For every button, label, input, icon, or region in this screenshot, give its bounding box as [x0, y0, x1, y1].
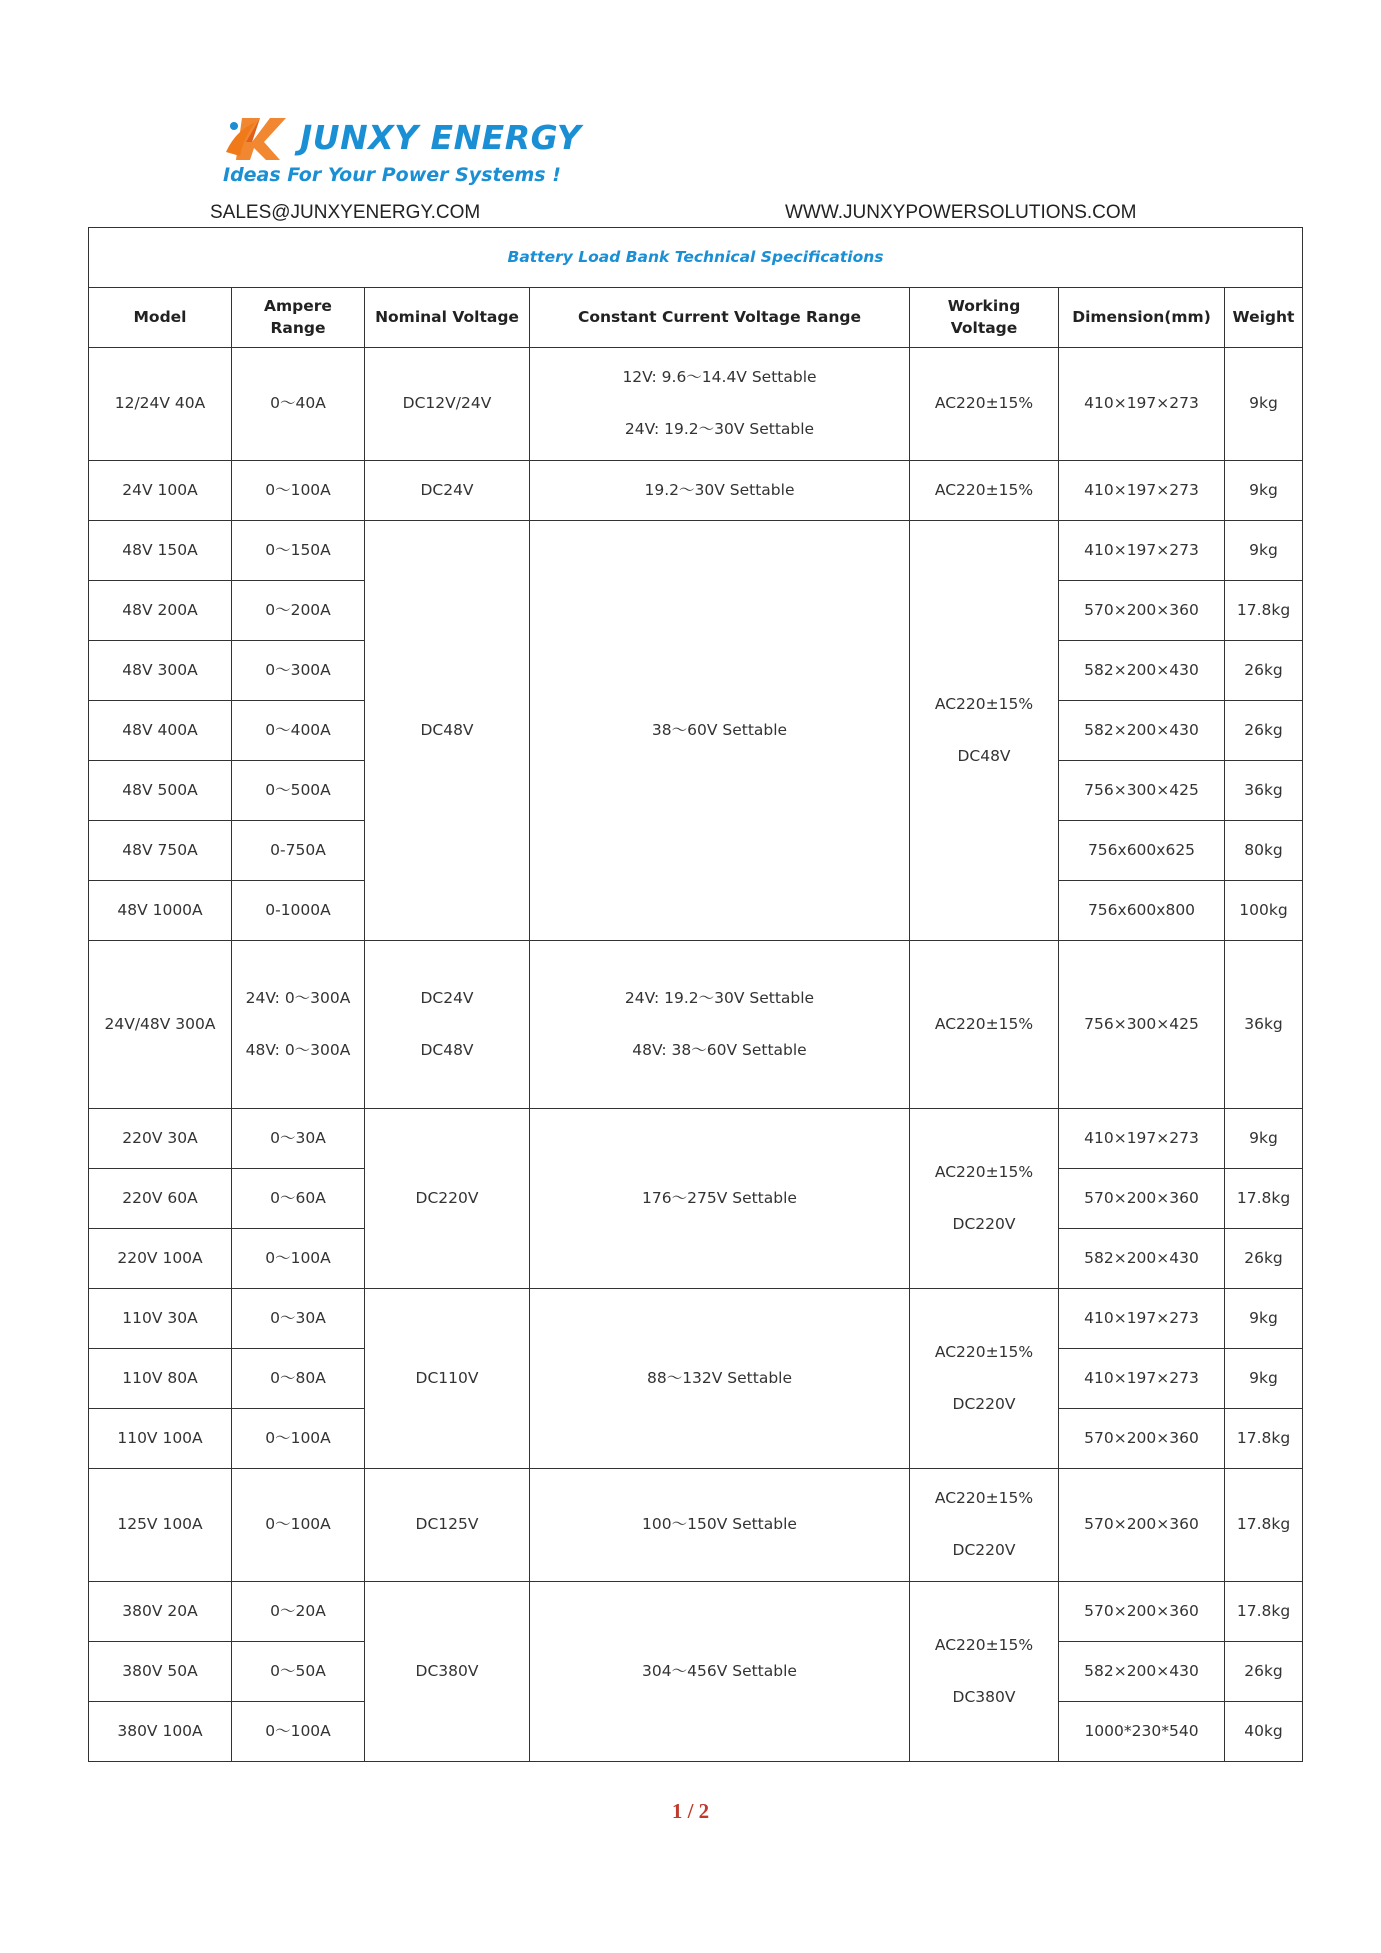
cc-voltage-line: 24V: 19.2～30V Settable	[624, 420, 815, 438]
model-cell: 48V 150A	[89, 521, 232, 581]
column-header: Working Voltage	[910, 288, 1059, 348]
working-voltage-line: AC220±15%	[934, 1489, 1034, 1508]
working-voltage-line: DC220V	[952, 1541, 1016, 1559]
ampere-cell: 0～40A	[232, 348, 365, 461]
working-voltage-line: DC48V	[957, 746, 1011, 765]
working-voltage-cell	[910, 1582, 1059, 1762]
table-row	[89, 1582, 1303, 1642]
nominal-voltage-cell	[365, 941, 530, 1109]
ampere-cell: 0～500A	[232, 761, 365, 821]
dimension-cell: 1000*230*540	[1059, 1702, 1225, 1762]
brand-name: JUNXY ENERGY	[300, 117, 582, 157]
cc-voltage-line: 24V: 19.2～30V Settable	[624, 988, 815, 1007]
nominal-voltage-cell: DC380V	[365, 1582, 530, 1762]
model-cell: 220V 60A	[89, 1169, 232, 1229]
dimension-cell: 570×200×360	[1059, 1469, 1225, 1582]
table-row	[89, 348, 1303, 461]
ampere-line: 48V: 0～300A	[245, 1040, 351, 1059]
ampere-cell: 0～100A	[232, 1702, 365, 1762]
dimension-cell: 756×300×425	[1059, 761, 1225, 821]
ampere-cell: 0～100A	[232, 1409, 365, 1469]
weight-cell: 36kg	[1225, 761, 1303, 821]
ampere-cell: 0～80A	[232, 1349, 365, 1409]
brand-header	[222, 112, 581, 162]
cc-voltage-cell: 304～456V Settable	[530, 1582, 910, 1762]
weight-cell: 9kg	[1225, 1289, 1303, 1349]
model-cell: 125V 100A	[89, 1469, 232, 1582]
working-voltage-line: AC220±15%	[934, 1635, 1034, 1654]
contact-email[interactable]: SALES@JUNXYENERGY.COM	[210, 202, 481, 223]
working-voltage-cell	[910, 1289, 1059, 1469]
weight-cell: 9kg	[1225, 348, 1303, 461]
working-voltage-cell: AC220±15%	[910, 461, 1059, 521]
dimension-cell: 582×200×430	[1059, 1642, 1225, 1702]
weight-cell: 26kg	[1225, 1642, 1303, 1702]
working-voltage-line: DC380V	[952, 1687, 1016, 1706]
model-cell: 48V 500A	[89, 761, 232, 821]
nominal-voltage-cell: DC110V	[365, 1289, 530, 1469]
dimension-cell: 756×300×425	[1059, 941, 1225, 1109]
dimension-cell: 410×197×273	[1059, 461, 1225, 521]
ampere-cell: 0～100A	[232, 1229, 365, 1289]
cc-voltage-cell: 176～275V Settable	[530, 1109, 910, 1289]
weight-cell: 9kg	[1225, 521, 1303, 581]
model-cell: 380V 50A	[89, 1642, 232, 1702]
working-voltage-cell	[910, 1469, 1059, 1582]
nominal-voltage-cell: DC220V	[365, 1109, 530, 1289]
ampere-cell: 0-1000A	[232, 881, 365, 941]
column-header: Ampere Range	[232, 288, 365, 348]
working-voltage-line: AC220±15%	[934, 694, 1034, 713]
dimension-cell: 756x600x625	[1059, 821, 1225, 881]
cc-voltage-cell: 88～132V Settable	[530, 1289, 910, 1469]
model-cell: 48V 750A	[89, 821, 232, 881]
working-voltage-cell: AC220±15%	[910, 348, 1059, 461]
cc-voltage-cell	[530, 941, 910, 1109]
working-voltage-line: AC220±15%	[934, 1342, 1034, 1361]
ampere-cell: 0～30A	[232, 1289, 365, 1349]
model-cell: 380V 100A	[89, 1702, 232, 1762]
working-voltage-cell	[910, 521, 1059, 941]
weight-cell: 26kg	[1225, 1229, 1303, 1289]
dimension-cell: 582×200×430	[1059, 641, 1225, 701]
working-voltage-cell: AC220±15%	[910, 941, 1059, 1109]
nominal-voltage-line: DC24V	[420, 988, 474, 1007]
nominal-voltage-cell: DC24V	[365, 461, 530, 521]
ampere-cell: 0～150A	[232, 521, 365, 581]
table-row	[89, 941, 1303, 1109]
page-number: 1 / 2	[671, 1799, 710, 1823]
weight-cell: 26kg	[1225, 641, 1303, 701]
table-row	[89, 1469, 1303, 1582]
cc-voltage-line: 48V: 38～60V Settable	[632, 1040, 807, 1059]
dimension-cell: 410×197×273	[1059, 521, 1225, 581]
cc-voltage-line: 12V: 9.6～14.4V Settable	[622, 368, 817, 387]
model-cell: 380V 20A	[89, 1582, 232, 1642]
working-voltage-line: DC220V	[952, 1394, 1016, 1413]
table-title: Battery Load Bank Technical Specifications	[89, 228, 1303, 288]
nominal-voltage-cell: DC12V/24V	[365, 348, 530, 461]
weight-cell: 36kg	[1225, 941, 1303, 1109]
weight-cell: 80kg	[1225, 821, 1303, 881]
weight-cell: 17.8kg	[1225, 1469, 1303, 1582]
weight-cell: 17.8kg	[1225, 1582, 1303, 1642]
dimension-cell: 570×200×360	[1059, 1582, 1225, 1642]
column-header: Constant Current Voltage Range	[530, 288, 910, 348]
contact-website[interactable]: WWW.JUNXYPOWERSOLUTIONS.COM	[785, 202, 1137, 223]
column-header: Model	[89, 288, 232, 348]
weight-cell: 17.8kg	[1225, 1169, 1303, 1229]
ampere-cell: 0～20A	[232, 1582, 365, 1642]
dimension-cell: 570×200×360	[1059, 1409, 1225, 1469]
spec-table	[88, 227, 1303, 1762]
model-cell: 48V 400A	[89, 701, 232, 761]
ampere-cell: 0～400A	[232, 701, 365, 761]
cc-voltage-cell: 38～60V Settable	[530, 521, 910, 941]
column-header: Dimension(mm)	[1059, 288, 1225, 348]
junxy-logo-icon	[222, 112, 290, 162]
nominal-voltage-cell: DC125V	[365, 1469, 530, 1582]
model-cell: 24V/48V 300A	[89, 941, 232, 1109]
cc-voltage-cell: 19.2～30V Settable	[530, 461, 910, 521]
dimension-cell: 756x600x800	[1059, 881, 1225, 941]
weight-cell: 17.8kg	[1225, 581, 1303, 641]
column-header: Nominal Voltage	[365, 288, 530, 348]
weight-cell: 9kg	[1225, 1109, 1303, 1169]
weight-cell: 17.8kg	[1225, 1409, 1303, 1469]
working-voltage-line: DC220V	[952, 1214, 1016, 1233]
model-cell: 220V 100A	[89, 1229, 232, 1289]
ampere-cell: 0～60A	[232, 1169, 365, 1229]
weight-cell: 26kg	[1225, 701, 1303, 761]
ampere-cell: 0～50A	[232, 1642, 365, 1702]
working-voltage-cell	[910, 1109, 1059, 1289]
ampere-cell: 0-750A	[232, 821, 365, 881]
table-header-row	[89, 288, 1303, 348]
model-cell: 110V 30A	[89, 1289, 232, 1349]
ampere-cell: 0～100A	[232, 1469, 365, 1582]
table-row	[89, 461, 1303, 521]
cc-voltage-cell	[530, 348, 910, 461]
ampere-cell	[232, 941, 365, 1109]
model-cell: 220V 30A	[89, 1109, 232, 1169]
dimension-cell: 410×197×273	[1059, 1349, 1225, 1409]
model-cell: 110V 80A	[89, 1349, 232, 1409]
table-row	[89, 521, 1303, 581]
ampere-cell: 0～30A	[232, 1109, 365, 1169]
dimension-cell: 570×200×360	[1059, 1169, 1225, 1229]
tagline: Ideas For Your Power Systems !	[223, 164, 561, 186]
model-cell: 48V 300A	[89, 641, 232, 701]
ampere-cell: 0～300A	[232, 641, 365, 701]
dimension-cell: 570×200×360	[1059, 581, 1225, 641]
dimension-cell: 410×197×273	[1059, 1109, 1225, 1169]
weight-cell: 9kg	[1225, 1349, 1303, 1409]
working-voltage-line: AC220±15%	[934, 1162, 1034, 1181]
nominal-voltage-cell: DC48V	[365, 521, 530, 941]
model-cell: 12/24V 40A	[89, 348, 232, 461]
model-cell: 48V 1000A	[89, 881, 232, 941]
column-header: Weight	[1225, 288, 1303, 348]
ampere-line: 24V: 0～300A	[245, 988, 351, 1007]
nominal-voltage-line: DC48V	[420, 1040, 474, 1059]
table-row	[89, 1109, 1303, 1169]
dimension-cell: 582×200×430	[1059, 701, 1225, 761]
model-cell: 24V 100A	[89, 461, 232, 521]
ampere-cell: 0～200A	[232, 581, 365, 641]
dimension-cell: 410×197×273	[1059, 348, 1225, 461]
table-row	[89, 1289, 1303, 1349]
weight-cell: 9kg	[1225, 461, 1303, 521]
weight-cell: 40kg	[1225, 1702, 1303, 1762]
model-cell: 48V 200A	[89, 581, 232, 641]
cc-voltage-cell: 100～150V Settable	[530, 1469, 910, 1582]
dimension-cell: 410×197×273	[1059, 1289, 1225, 1349]
weight-cell: 100kg	[1225, 881, 1303, 941]
dimension-cell: 582×200×430	[1059, 1229, 1225, 1289]
ampere-cell: 0～100A	[232, 461, 365, 521]
model-cell: 110V 100A	[89, 1409, 232, 1469]
